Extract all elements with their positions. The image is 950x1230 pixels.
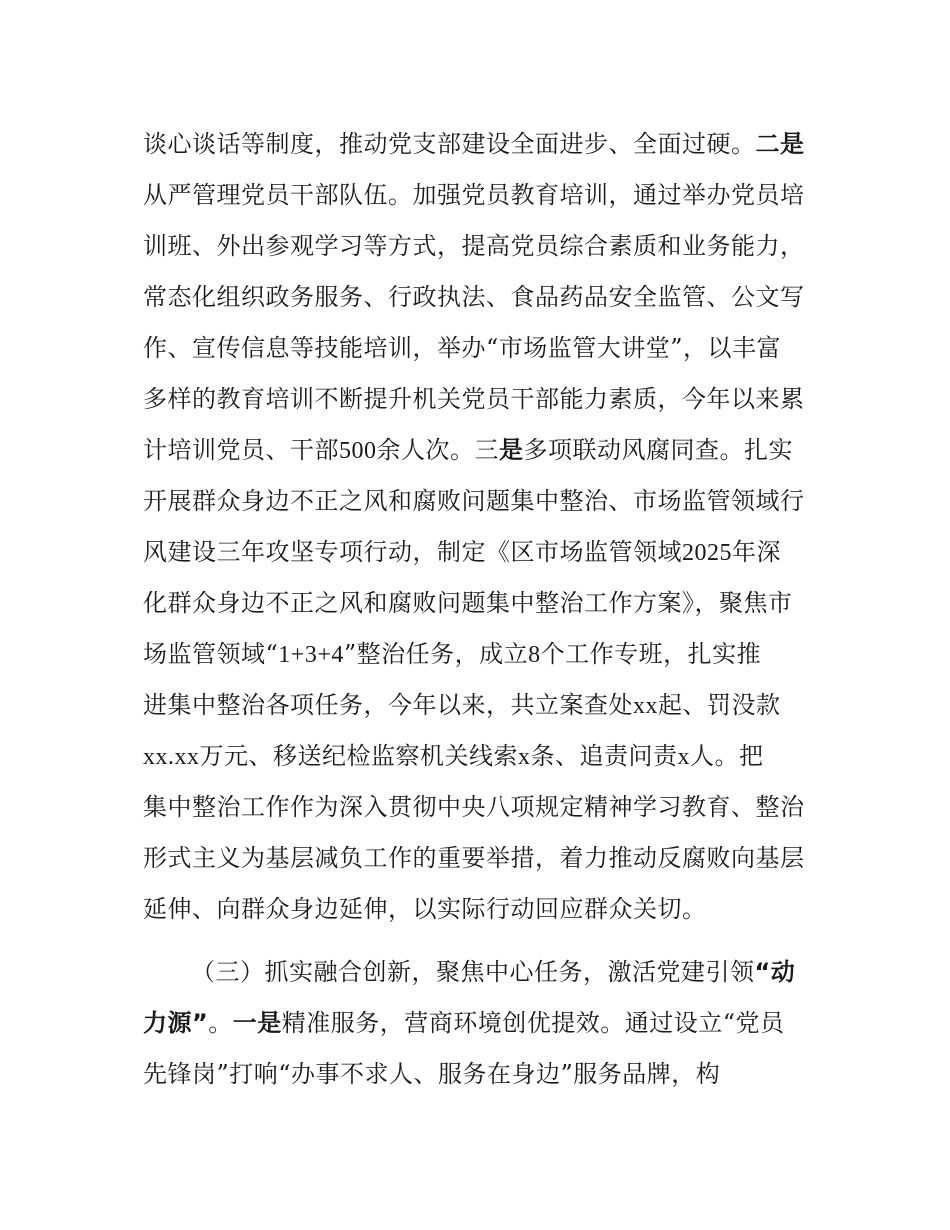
text-line: 计培训党员、干部500余人次。三是多项联动风腐同查。扎实 [143, 436, 793, 464]
text-line: 从严管理党员干部队伍。加强党员教育培训，通过举办党员培 [143, 181, 805, 209]
text-line: 进集中整治各项任务，今年以来，共立案查处xx起、罚没款 [143, 691, 781, 719]
text-line: 谈心谈话等制度，推动党支部建设全面进步、全面过硬。二是 [143, 130, 805, 158]
text-line: 多样的教育培训不断提升机关党员干部能力素质，今年以来累 [143, 385, 805, 413]
text-line: 风建设三年攻坚专项行动，制定《区市场监管领域2025年深 [143, 538, 781, 566]
text-line: xx.xx万元、移送纪检监察机关线索x条、追责问责x人。把 [143, 742, 764, 770]
text-line: 常态化组织政务服务、行政执法、食品药品安全监管、公文写 [143, 283, 805, 311]
text-line: 场监管领域“1+3+4”整治任务，成立8个工作专班，扎实推 [143, 640, 762, 668]
section-heading-line: （三）抓实融合创新，聚焦中心任务，激活党建引领“动 [191, 958, 796, 986]
text-line: 作、宣传信息等技能培训，举办“市场监管大讲堂”，以丰富 [143, 334, 782, 362]
text-line: 形式主义为基层减负工作的重要举措，着力推动反腐败向基层 [143, 844, 805, 872]
text-line: 先锋岗”打响“办事不求人、服务在身边”服务品牌，构 [143, 1060, 721, 1088]
text-line: 化群众身边不正之风和腐败问题集中整治工作方案》，聚焦市 [143, 589, 793, 617]
text-line: 训班、外出参观学习等方式，提高党员综合素质和业务能力， [143, 232, 805, 260]
text-line: 延伸、向群众身边延伸，以实际行动回应群众关切。 [143, 895, 707, 923]
text-line: 集中整治工作作为深入贯彻中央八项规定精神学习教育、整治 [143, 793, 805, 821]
text-line: 开展群众身边不正之风和腐败问题集中整治、市场监管领域行 [143, 487, 805, 515]
text-line: 力源”。一是精准服务，营商环境创优提效。通过设立“党员 [143, 1009, 785, 1037]
